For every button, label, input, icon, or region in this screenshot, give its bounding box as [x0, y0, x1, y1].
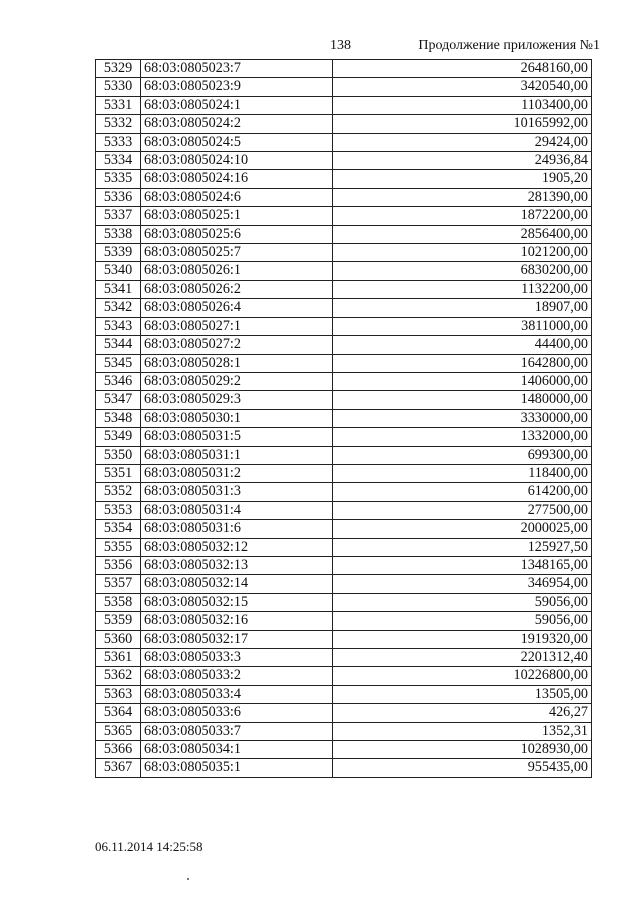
- cadastral-value: 955435,00: [333, 759, 592, 777]
- cadastral-value: 281390,00: [333, 188, 592, 206]
- cadastral-value: 2000025,00: [333, 520, 592, 538]
- table-row: [96, 96, 592, 114]
- table-row: [96, 722, 592, 740]
- cadastral-number: 68:03:0805024:6: [141, 188, 333, 206]
- row-number: 5353: [96, 501, 141, 519]
- table-row: [96, 391, 592, 409]
- row-number: 5330: [96, 78, 141, 96]
- cadastral-number: 68:03:0805032:12: [141, 538, 333, 556]
- cadastral-number: 68:03:0805024:16: [141, 170, 333, 188]
- row-number: 5331: [96, 96, 141, 114]
- cadastral-number: 68:03:0805033:3: [141, 649, 333, 667]
- cadastral-number: 68:03:0805031:2: [141, 464, 333, 482]
- table-row: [96, 336, 592, 354]
- row-number: 5364: [96, 704, 141, 722]
- table-row: [96, 575, 592, 593]
- cadastral-value: 59056,00: [333, 593, 592, 611]
- cadastral-value: 1480000,00: [333, 391, 592, 409]
- table-row: [96, 225, 592, 243]
- table-row: [96, 556, 592, 574]
- row-number: 5339: [96, 244, 141, 262]
- row-number: 5363: [96, 685, 141, 703]
- row-number: 5329: [96, 60, 141, 78]
- table-row: [96, 354, 592, 372]
- cadastral-number: 68:03:0805032:14: [141, 575, 333, 593]
- table-row: [96, 133, 592, 151]
- cadastral-value: 18907,00: [333, 299, 592, 317]
- table-row: [96, 446, 592, 464]
- cadastral-value: 1021200,00: [333, 244, 592, 262]
- row-number: 5347: [96, 391, 141, 409]
- cadastral-number: 68:03:0805033:6: [141, 704, 333, 722]
- table-row: [96, 667, 592, 685]
- table-body: [96, 60, 592, 778]
- table-row: [96, 115, 592, 133]
- row-number: 5340: [96, 262, 141, 280]
- cadastral-number: 68:03:0805032:16: [141, 612, 333, 630]
- cadastral-number: 68:03:0805029:2: [141, 372, 333, 390]
- row-number: 5361: [96, 649, 141, 667]
- row-number: 5351: [96, 464, 141, 482]
- cadastral-value: 3330000,00: [333, 409, 592, 427]
- cadastral-number: 68:03:0805031:4: [141, 501, 333, 519]
- table-row: [96, 152, 592, 170]
- cadastral-value: 118400,00: [333, 464, 592, 482]
- table-row: [96, 520, 592, 538]
- row-number: 5365: [96, 722, 141, 740]
- table-row: [96, 501, 592, 519]
- table-row: [96, 262, 592, 280]
- row-number: 5360: [96, 630, 141, 648]
- cadastral-value: 24936,84: [333, 152, 592, 170]
- row-number: 5335: [96, 170, 141, 188]
- row-number: 5356: [96, 556, 141, 574]
- table-row: [96, 704, 592, 722]
- row-number: 5332: [96, 115, 141, 133]
- cadastral-value: 6830200,00: [333, 262, 592, 280]
- cadastral-number: 68:03:0805025:1: [141, 207, 333, 225]
- table-row: [96, 685, 592, 703]
- cadastral-number: 68:03:0805024:1: [141, 96, 333, 114]
- table-row: [96, 78, 592, 96]
- cadastral-number: 68:03:0805023:7: [141, 60, 333, 78]
- row-number: 5344: [96, 336, 141, 354]
- cadastral-number: 68:03:0805031:1: [141, 446, 333, 464]
- row-number: 5348: [96, 409, 141, 427]
- cadastral-value: 10226800,00: [333, 667, 592, 685]
- cadastral-value: 59056,00: [333, 612, 592, 630]
- row-number: 5337: [96, 207, 141, 225]
- row-number: 5359: [96, 612, 141, 630]
- row-number: 5366: [96, 741, 141, 759]
- table-row: [96, 649, 592, 667]
- cadastral-value: 2856400,00: [333, 225, 592, 243]
- row-number: 5357: [96, 575, 141, 593]
- cadastral-value: 1919320,00: [333, 630, 592, 648]
- print-timestamp: 06.11.2014 14:25:58: [95, 839, 203, 854]
- cadastral-value: 2648160,00: [333, 60, 592, 78]
- row-number: 5342: [96, 299, 141, 317]
- row-number: 5352: [96, 483, 141, 501]
- cadastral-number: 68:03:0805029:3: [141, 391, 333, 409]
- row-number: 5334: [96, 152, 141, 170]
- table-row: [96, 428, 592, 446]
- cadastral-value: 2201312,40: [333, 649, 592, 667]
- cadastral-number: 68:03:0805030:1: [141, 409, 333, 427]
- cadastral-value: 1332000,00: [333, 428, 592, 446]
- cadastral-value: 614200,00: [333, 483, 592, 501]
- row-number: 5341: [96, 280, 141, 298]
- cadastral-value: 29424,00: [333, 133, 592, 151]
- cadastral-value: 426,27: [333, 704, 592, 722]
- row-number: 5354: [96, 520, 141, 538]
- cadastral-number: 68:03:0805028:1: [141, 354, 333, 372]
- cadastral-value: 1028930,00: [333, 741, 592, 759]
- cadastral-number: 68:03:0805025:6: [141, 225, 333, 243]
- cadastral-number: 68:03:0805027:1: [141, 317, 333, 335]
- row-number: 5336: [96, 188, 141, 206]
- cadastral-value: 346954,00: [333, 575, 592, 593]
- table-row: [96, 188, 592, 206]
- cadastral-value: 1348165,00: [333, 556, 592, 574]
- cadastral-number: 68:03:0805033:4: [141, 685, 333, 703]
- cadastral-value: 44400,00: [333, 336, 592, 354]
- row-number: 5350: [96, 446, 141, 464]
- cadastral-value: 699300,00: [333, 446, 592, 464]
- cadastral-number: 68:03:0805032:13: [141, 556, 333, 574]
- cadastral-number: 68:03:0805026:1: [141, 262, 333, 280]
- cadastral-number: 68:03:0805025:7: [141, 244, 333, 262]
- cadastral-value: 1352,31: [333, 722, 592, 740]
- table-row: [96, 759, 592, 777]
- row-number: 5362: [96, 667, 141, 685]
- cadastral-number: 68:03:0805031:6: [141, 520, 333, 538]
- cadastral-value: 277500,00: [333, 501, 592, 519]
- table-row: [96, 612, 592, 630]
- appendix-label: Продолжение приложения №1: [418, 38, 600, 53]
- scan-dot: [187, 878, 189, 880]
- table-row: [96, 170, 592, 188]
- page-number: 138: [330, 38, 351, 53]
- cadastral-table: [95, 59, 592, 778]
- cadastral-value: 1642800,00: [333, 354, 592, 372]
- table-row: [96, 483, 592, 501]
- cadastral-value: 125927,50: [333, 538, 592, 556]
- table-row: [96, 244, 592, 262]
- cadastral-number: 68:03:0805033:7: [141, 722, 333, 740]
- row-number: 5333: [96, 133, 141, 151]
- cadastral-value: 13505,00: [333, 685, 592, 703]
- cadastral-number: 68:03:0805034:1: [141, 741, 333, 759]
- cadastral-number: 68:03:0805024:2: [141, 115, 333, 133]
- row-number: 5346: [96, 372, 141, 390]
- table-row: [96, 741, 592, 759]
- row-number: 5367: [96, 759, 141, 777]
- cadastral-number: 68:03:0805032:17: [141, 630, 333, 648]
- row-number: 5358: [96, 593, 141, 611]
- table-row: [96, 593, 592, 611]
- cadastral-number: 68:03:0805023:9: [141, 78, 333, 96]
- cadastral-number: 68:03:0805027:2: [141, 336, 333, 354]
- table-row: [96, 299, 592, 317]
- row-number: 5338: [96, 225, 141, 243]
- table-row: [96, 409, 592, 427]
- row-number: 5343: [96, 317, 141, 335]
- cadastral-value: 1132200,00: [333, 280, 592, 298]
- cadastral-number: 68:03:0805035:1: [141, 759, 333, 777]
- table-row: [96, 280, 592, 298]
- cadastral-value: 10165992,00: [333, 115, 592, 133]
- cadastral-number: 68:03:0805026:4: [141, 299, 333, 317]
- cadastral-value: 3420540,00: [333, 78, 592, 96]
- row-number: 5349: [96, 428, 141, 446]
- table-row: [96, 60, 592, 78]
- cadastral-value: 1406000,00: [333, 372, 592, 390]
- table-row: [96, 207, 592, 225]
- cadastral-number: 68:03:0805026:2: [141, 280, 333, 298]
- table-row: [96, 317, 592, 335]
- cadastral-number: 68:03:0805031:3: [141, 483, 333, 501]
- cadastral-value: 1103400,00: [333, 96, 592, 114]
- cadastral-number: 68:03:0805033:2: [141, 667, 333, 685]
- table-row: [96, 538, 592, 556]
- table-row: [96, 464, 592, 482]
- cadastral-number: 68:03:0805031:5: [141, 428, 333, 446]
- row-number: 5355: [96, 538, 141, 556]
- cadastral-number: 68:03:0805032:15: [141, 593, 333, 611]
- table-row: [96, 630, 592, 648]
- cadastral-number: 68:03:0805024:10: [141, 152, 333, 170]
- table-row: [96, 372, 592, 390]
- cadastral-number: 68:03:0805024:5: [141, 133, 333, 151]
- cadastral-value: 1905,20: [333, 170, 592, 188]
- cadastral-value: 3811000,00: [333, 317, 592, 335]
- cadastral-value: 1872200,00: [333, 207, 592, 225]
- row-number: 5345: [96, 354, 141, 372]
